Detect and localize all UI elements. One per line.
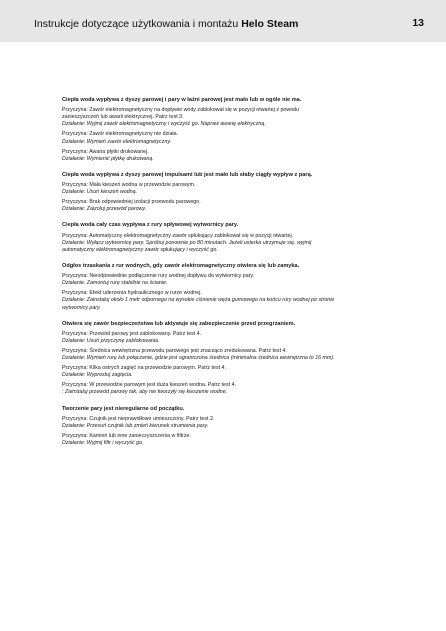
cause-text: Przyczyna: Mała kieszeń wodna w przewodzie parowym. xyxy=(62,182,196,189)
action-text: automatyczny elektromagnetyczny zawór spłukujący i wyczyść go. xyxy=(62,246,218,253)
action-text: Działanie: Wyjmij zawór elektromagnetyczny i wyczyść go. Napraw awarię elektryczną. xyxy=(62,121,266,128)
action-text: Działanie: Wymień rurę lub połączenie, gdzie jest ograniczona średnica (minimalna średnica wewnętrzna to 16 mm). xyxy=(62,355,335,362)
page-header xyxy=(0,0,446,42)
troubleshooting-content xyxy=(62,97,392,456)
cause-text: Przyczyna: W przewodzie parowym jest duża kieszeń wodna. Patrz test 4. xyxy=(62,382,236,389)
action-text: wytwornicy pary. xyxy=(62,304,101,311)
title-prefix: Instrukcje dotyczące użytkowania i montażu xyxy=(34,18,239,30)
cause-action-item xyxy=(62,433,392,447)
cause-action-item xyxy=(62,107,392,128)
action-text: Działanie: Wyprostuj zagięcia. xyxy=(62,372,133,379)
cause-text: Przyczyna: Kilka ostrych zagięć na przewodzie parowym. Patrz test 4. xyxy=(62,365,226,372)
section-heading: Tworzenie pary jest nieregularne od początku. xyxy=(62,405,185,412)
cause-action-item xyxy=(62,233,392,254)
action-text: Działanie: Wyłącz wytwornicę pary. Spróbuj ponownie po 80 minutach. Jeżeli usterka utrzymuje się, wyjmij xyxy=(62,239,312,246)
action-text: Działanie: Zaizoluj przewód parowy. xyxy=(62,206,147,213)
cause-action-item xyxy=(62,331,392,345)
section-heading: Ciepła woda cały czas wypływa z rury spływowej wytwornicy pary. xyxy=(62,222,239,229)
action-text: Działanie: Przesuń czujnik lub zmień kierunek strumienia pary. xyxy=(62,422,209,429)
action-text: Działanie: Wyjmij filtr i wyczyść go. xyxy=(62,440,144,447)
cause-text: zanieczyszczeń lub awarii elektrycznej. Patrz test 3. xyxy=(62,114,184,121)
cause-text: Przyczyna: Efekt uderzenia hydraulicznego w rurze wodnej. xyxy=(62,290,202,297)
cause-action-item xyxy=(62,348,392,362)
cause-text: Przyczyna: Kamień lub inne zanieczyszczenia w filtrze. xyxy=(62,432,191,439)
troubleshooting-section xyxy=(62,172,392,214)
cause-text: Przyczyna: Średnica wewnętrzna przewodu parowego jest znacząco zredukowana. Patrz test 4. xyxy=(62,347,287,354)
title-product-name: Helo Steam xyxy=(241,18,299,30)
section-heading: Odgłos trzaskania z rur wodnych, gdy zawór elektromagnetyczny otwiera się lub zamyka. xyxy=(62,262,300,269)
action-text: Działanie: Usuń przyczynę zablokowania. xyxy=(62,337,160,344)
action-text: Działanie: Wymienić płytkę drukowaną. xyxy=(62,155,154,162)
action-text: : Zainstaluj przewód parowy tak, aby nie tworzyły się kieszenie wodne. xyxy=(62,389,228,396)
cause-text: Przyczyna: Zawór elektromagnetyczny na dopływie wody zablokował się w pozycji otwartej z powodu xyxy=(62,107,299,114)
cause-text: Przyczyna: Awaria płytki drukowanej. xyxy=(62,148,149,155)
cause-action-item xyxy=(62,149,392,163)
section-heading: Ciepła woda wypływa z dyszy parowej i pary w łaźni parowej jest mało lub w ogóle nie ma. xyxy=(62,97,302,103)
cause-text: Przyczyna: Przewód parowy jest zablokowany. Patrz test 4. xyxy=(62,330,202,337)
action-text: Działanie: Wymień zawór elektromagnetyczny. xyxy=(62,138,172,145)
cause-action-item xyxy=(62,182,392,196)
cause-text: Przyczyna: Brak odpowiedniej izolacji przewodu parowego. xyxy=(62,199,201,206)
troubleshooting-section xyxy=(62,222,392,253)
cause-action-item xyxy=(62,273,392,287)
troubleshooting-section xyxy=(62,321,392,397)
document-title xyxy=(34,18,298,30)
troubleshooting-section xyxy=(62,263,392,312)
action-text: Działanie: Zainstaluj około 1 metr odpornego na wysokie ciśnienie węża gumowego na końcu rury wodnej po stronie xyxy=(62,297,335,304)
action-text: Działanie: Zamontuj rurę stabilnie na ścianie. xyxy=(62,280,168,287)
action-text: Działanie: Usuń kieszeń wodną. xyxy=(62,189,138,196)
page-number: 13 xyxy=(412,17,424,29)
troubleshooting-section xyxy=(62,406,392,448)
cause-text: Przyczyna: Nieodpowiednie podłączenie rury wodnej dopływu do wytwornicy pary. xyxy=(62,273,255,280)
cause-action-item xyxy=(62,365,392,379)
cause-text: Przyczyna: Czujnik jest nieprawidłowo umieszczony. Patrz test 2. xyxy=(62,415,215,422)
cause-action-item xyxy=(62,131,392,145)
troubleshooting-section xyxy=(62,97,392,163)
cause-text: Przyczyna: Zawór elektromagnetyczny nie działa. xyxy=(62,131,178,138)
cause-text: Przyczyna: Automatyczny elektromagnetyczny zawór spłukujący zablokował się w pozycji otwartej. xyxy=(62,232,294,239)
cause-action-item xyxy=(62,382,392,396)
section-heading: Otwiera się zawór bezpieczeństwa lub aktywuje się zabezpieczenie przed przegrzaniem. xyxy=(62,320,296,327)
cause-action-item xyxy=(62,290,392,311)
cause-action-item xyxy=(62,199,392,213)
cause-action-item xyxy=(62,416,392,430)
section-heading: Ciepła woda wypływa z dyszy parowej impulsami lub jest mało lub słaby ciągły wypływ z parą. xyxy=(62,171,313,178)
